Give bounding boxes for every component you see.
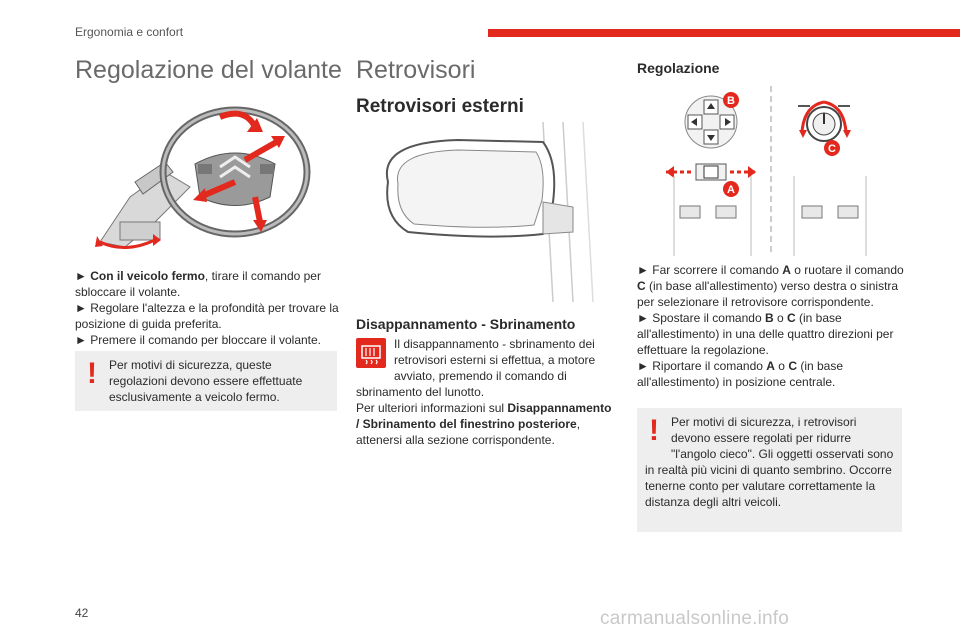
mirror-control-illustration	[666, 86, 876, 256]
warning-text: Per motivi di sicurezza, i retrovisori devono essere regolati per ridurre "l'angolo cieco". Gli oggetti osservati sono in realtà più vicini di quanto sembrino. Occorre tenerne conto per valutare correttamente la distanza degli altri veicoli.	[645, 415, 894, 509]
label-b: B	[727, 95, 735, 107]
mirrors-title: Retrovisori	[356, 56, 476, 84]
mirror-warning-box	[637, 408, 902, 532]
more-info-text	[356, 400, 618, 448]
warning-icon: !	[87, 357, 97, 390]
step-text: o	[774, 359, 789, 373]
label-c: C	[828, 143, 836, 155]
section-label: Ergonomia e confort	[75, 25, 184, 39]
arrow-icon: ►	[637, 359, 649, 373]
exterior-mirrors-subtitle: Retrovisori esterni	[356, 96, 524, 117]
control-c: C	[786, 311, 796, 325]
page-number: 42	[75, 606, 89, 620]
step-text: (in base all'allestimento) in una delle quattro direzioni per effettuare la regolazione.	[637, 311, 894, 357]
arrow-icon: ►	[75, 333, 87, 347]
arrow-icon: ►	[75, 301, 87, 315]
control-c: C	[637, 279, 646, 293]
more-info-suffix: , attenersi alla sezione corrispondente.	[356, 417, 581, 447]
step-text: o ruotare il comando	[790, 263, 904, 277]
defrost-text-block	[356, 336, 618, 448]
step-text: Regolare l'altezza e la profondità per trovare la posizione di guida preferita.	[75, 301, 339, 331]
adjustment-title: Regolazione	[637, 60, 720, 76]
step-text: Far scorrere il comando	[652, 263, 783, 277]
more-info-link-text: Disappannamento / Sbrinamento del finestrino posteriore	[356, 401, 612, 431]
adjustment-step-1	[637, 262, 905, 310]
steering-step-2	[75, 300, 340, 332]
arrow-icon: ►	[75, 269, 87, 283]
step-text: , tirare il comando per sbloccare il volante.	[75, 269, 321, 299]
defrost-text: Il disappannamento - sbrinamento dei retrovisori esterni si effettua, a motore avviato, premendo il comando di sbrinamento del lunotto.	[356, 337, 596, 399]
steering-step-1	[75, 268, 340, 300]
steering-title: Regolazione del volante	[75, 56, 342, 84]
control-a: A	[782, 263, 791, 277]
step-text: Premere il comando per bloccare il volante.	[90, 333, 322, 347]
step-text: Spostare il comando	[652, 311, 765, 325]
adjustment-steps	[637, 262, 905, 390]
steering-steps	[75, 268, 340, 348]
defrost-icon	[356, 338, 386, 368]
adjustment-step-2	[637, 310, 905, 358]
arrow-icon: ►	[637, 311, 649, 325]
step-text: o	[773, 311, 787, 325]
step-text: (in base all'allestimento) verso destra o sinistra per selezionare il retrovisore corrispondente.	[637, 279, 899, 309]
watermark: carmanualsonline.info	[600, 608, 790, 629]
more-info-prefix: Per ulteriori informazioni sul	[356, 401, 508, 415]
step-bold: Con il veicolo fermo	[90, 269, 205, 283]
label-a: A	[727, 184, 735, 196]
defrost-title: Disappannamento - Sbrinamento	[356, 316, 576, 332]
control-a: A	[766, 359, 775, 373]
control-b: B	[764, 311, 774, 325]
control-c: C	[788, 359, 797, 373]
warning-icon: !	[649, 414, 659, 447]
header-accent-bar	[488, 29, 960, 37]
arrow-icon: ►	[637, 263, 649, 277]
adjustment-step-3	[637, 358, 905, 390]
steering-warning-box	[75, 351, 337, 411]
steering-wheel-illustration	[95, 102, 320, 254]
steering-step-3	[75, 332, 340, 348]
mirror-illustration	[368, 122, 618, 302]
step-text: Riportare il comando	[652, 359, 767, 373]
step-text: (in base all'allestimento) in posizione centrale.	[637, 359, 844, 389]
warning-text: Per motivi di sicurezza, queste regolazioni devono essere effettuate esclusivamente a veicolo fermo.	[109, 358, 303, 404]
